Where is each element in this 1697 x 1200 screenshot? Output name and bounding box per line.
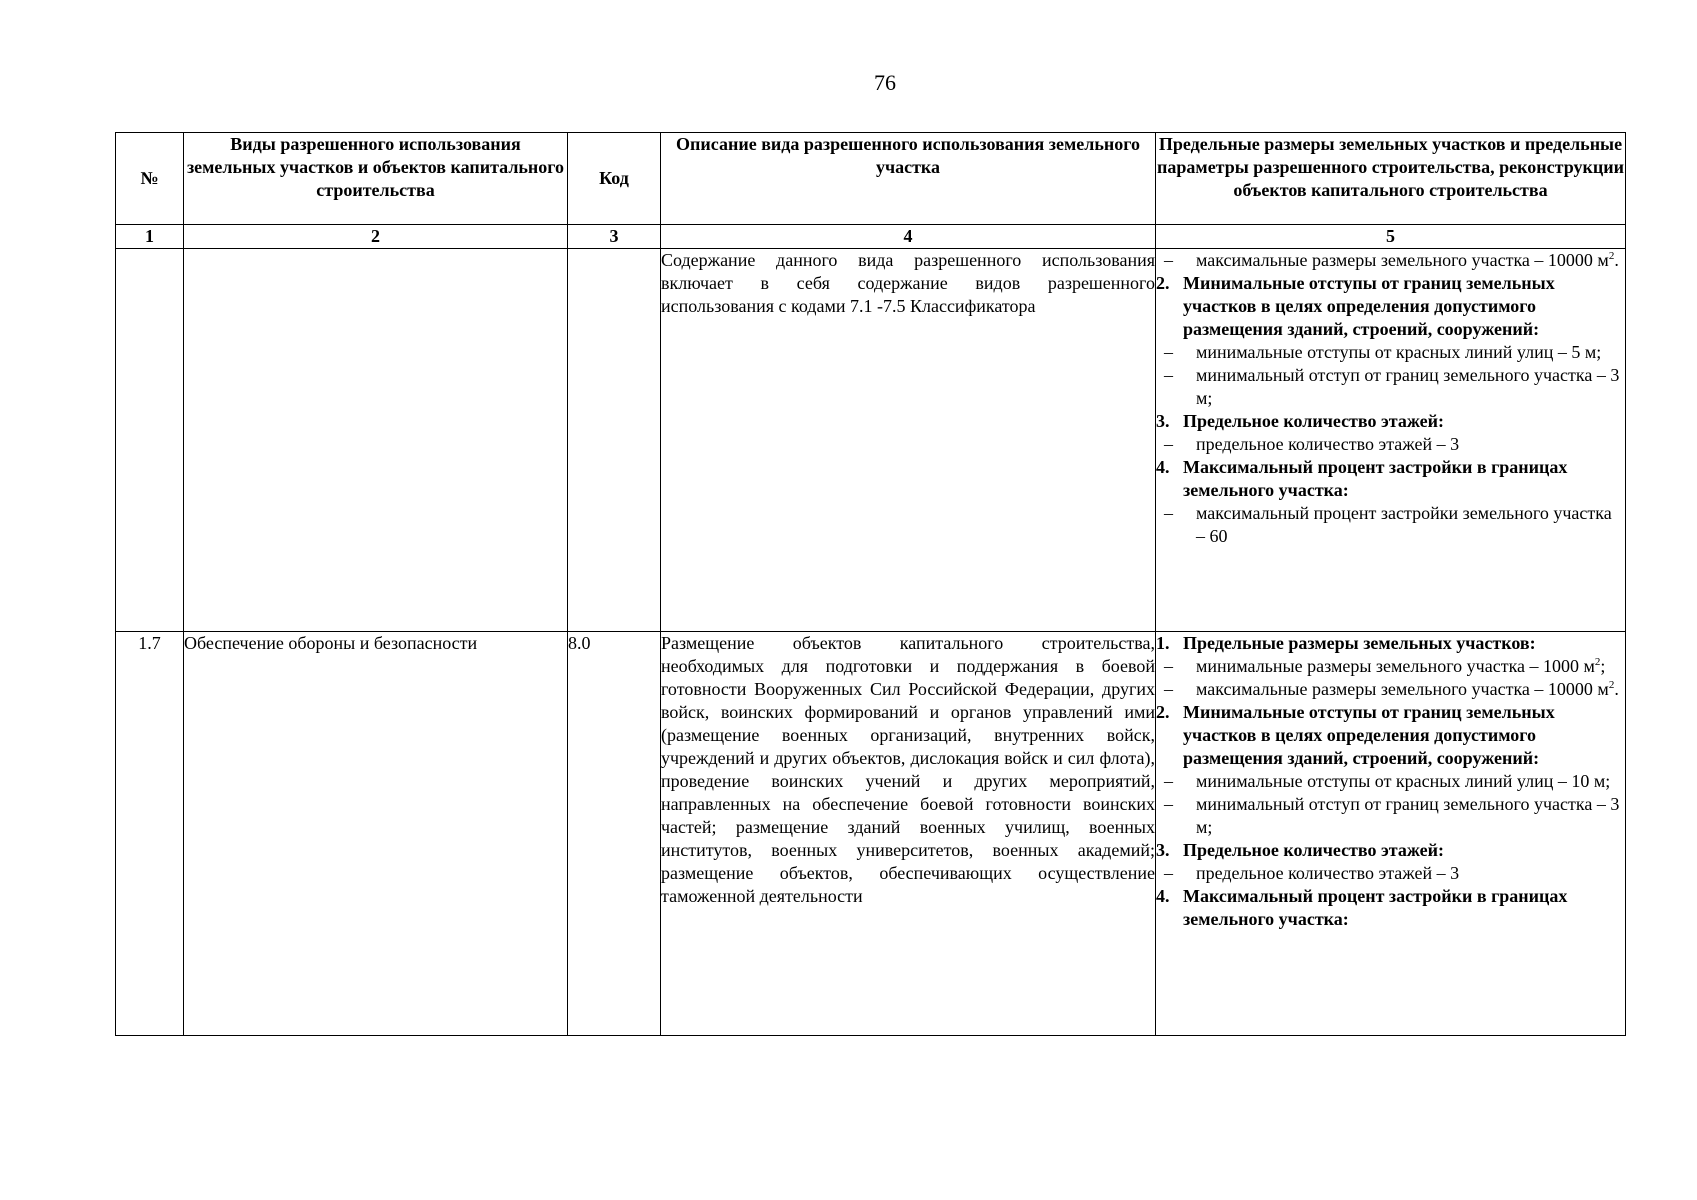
- row-description: Содержание данного вида разрешенного использования включает в себя содержание видов разрешенного использования с кодами 7.1 -7.5 Классификатора: [661, 249, 1156, 632]
- parameter-text: Предельное количество этажей:: [1183, 411, 1444, 431]
- parameter-marker: 3.: [1156, 411, 1170, 431]
- header-use-types: Виды разрешенного использования земельных участков и объектов капитального строительства: [184, 133, 568, 225]
- parameter-heading: [1156, 632, 1625, 655]
- parameter-item: [1156, 341, 1625, 364]
- parameter-text: максимальные размеры земельного участка – 10000 $м^2$.: [1196, 679, 1619, 699]
- parameter-marker: –: [1164, 250, 1173, 270]
- row-name: Обеспечение обороны и безопасности: [184, 632, 568, 1036]
- parameter-item: [1156, 502, 1625, 548]
- header-code: Код: [568, 133, 661, 225]
- parameter-marker: –: [1164, 863, 1173, 883]
- parameter-item: [1156, 770, 1625, 793]
- parameter-text: Минимальные отступы от границ земельных участков в целях определения допустимого размещения зданий, строений, сооружений:: [1183, 702, 1555, 768]
- parameter-marker: 3.: [1156, 840, 1170, 860]
- parameter-text: Максимальный процент застройки в границах земельного участка:: [1183, 457, 1568, 500]
- table-row: [116, 249, 1626, 632]
- parameter-marker: –: [1164, 794, 1173, 814]
- header-description: Описание вида разрешенного использования земельного участка: [661, 133, 1156, 225]
- parameter-marker: 4.: [1156, 457, 1170, 477]
- row-number: [116, 249, 184, 632]
- column-number-row: [116, 225, 1626, 249]
- parameter-marker: –: [1164, 656, 1173, 676]
- table-row: [116, 632, 1626, 1036]
- row-description: Размещение объектов капитального строительства, необходимых для подготовки и поддержания в боевой готовности Вооруженных Сил Российской Федерации, других войск, воинских формирований и органов управлений ими (размещение военных организаций, внутренних войск, учреждений и других объектов, дислокация войск и сил флота), проведение воинских учений и других мероприятий, направленных на обеспечение боевой готовности воинских частей; размещение зданий военных училищ, военных институтов, военных университетов, военных академий; размещение объектов, обеспечивающих осуществление таможенной деятельности: [661, 632, 1156, 1036]
- parameter-marker: –: [1164, 365, 1173, 385]
- parameter-marker: 2.: [1156, 273, 1170, 293]
- parameter-marker: 4.: [1156, 886, 1170, 906]
- parameter-text: минимальный отступ от границ земельного участка – 3 м;: [1196, 794, 1620, 837]
- parameter-text: минимальные отступы от красных линий улиц – 5 м;: [1196, 342, 1602, 362]
- parameter-item: [1156, 678, 1625, 701]
- column-number: 1: [116, 225, 184, 249]
- column-number: 3: [568, 225, 661, 249]
- parameter-text: Максимальный процент застройки в границах земельного участка:: [1183, 886, 1568, 929]
- parameter-text: максимальные размеры земельного участка – 10000 $м^2$.: [1196, 250, 1619, 270]
- parameter-heading: [1156, 272, 1625, 341]
- parameter-text: максимальный процент застройки земельного участка – 60: [1196, 503, 1612, 546]
- parameter-marker: 2.: [1156, 702, 1170, 722]
- row-code: 8.0: [568, 632, 661, 1036]
- row-parameters: [1156, 632, 1626, 1036]
- parameter-text: минимальный отступ от границ земельного участка – 3 м;: [1196, 365, 1620, 408]
- parameter-marker: –: [1164, 342, 1173, 362]
- row-parameters: [1156, 249, 1626, 632]
- parameter-item: [1156, 793, 1625, 839]
- parameter-marker: –: [1164, 679, 1173, 699]
- parameter-item: [1156, 364, 1625, 410]
- parameter-item: [1156, 433, 1625, 456]
- parameter-item: [1156, 655, 1625, 678]
- parameter-text: Предельное количество этажей:: [1183, 840, 1444, 860]
- parameter-marker: –: [1164, 771, 1173, 791]
- superscript: 2: [1594, 656, 1601, 668]
- row-code: [568, 249, 661, 632]
- parameter-item: [1156, 249, 1625, 272]
- parameter-text: минимальные размеры земельного участка – 1000 $м^2$;: [1196, 656, 1606, 676]
- parameter-text: предельное количество этажей – 3: [1196, 863, 1460, 883]
- page-number: 76: [874, 70, 896, 95]
- column-number: 5: [1156, 225, 1626, 249]
- parameter-heading: [1156, 410, 1625, 433]
- parameter-text: Минимальные отступы от границ земельных участков в целях определения допустимого размещения зданий, строений, сооружений:: [1183, 273, 1555, 339]
- parameter-heading: [1156, 839, 1625, 862]
- parameter-marker: –: [1164, 434, 1173, 454]
- parameter-text: Предельные размеры земельных участков:: [1183, 633, 1536, 653]
- parameter-text: предельное количество этажей – 3: [1196, 434, 1460, 454]
- parameter-heading: [1156, 701, 1625, 770]
- column-number: 4: [661, 225, 1156, 249]
- header-limits: Предельные размеры земельных участков и предельные параметры разрешенного строительства, реконструкции объектов капитального строительства: [1156, 133, 1626, 225]
- parameter-heading: [1156, 885, 1625, 931]
- land-use-table: [115, 132, 1626, 1036]
- parameter-item: [1156, 862, 1625, 885]
- superscript: 2: [1608, 250, 1615, 262]
- header-row: [116, 133, 1626, 225]
- header-number: №: [116, 133, 184, 225]
- parameter-marker: 1.: [1156, 633, 1170, 653]
- parameter-heading: [1156, 456, 1625, 502]
- column-number: 2: [184, 225, 568, 249]
- parameter-text: минимальные отступы от красных линий улиц – 10 м;: [1196, 771, 1611, 791]
- row-number: 1.7: [116, 632, 184, 1036]
- parameter-marker: –: [1164, 503, 1173, 523]
- row-name: [184, 249, 568, 632]
- superscript: 2: [1608, 679, 1615, 691]
